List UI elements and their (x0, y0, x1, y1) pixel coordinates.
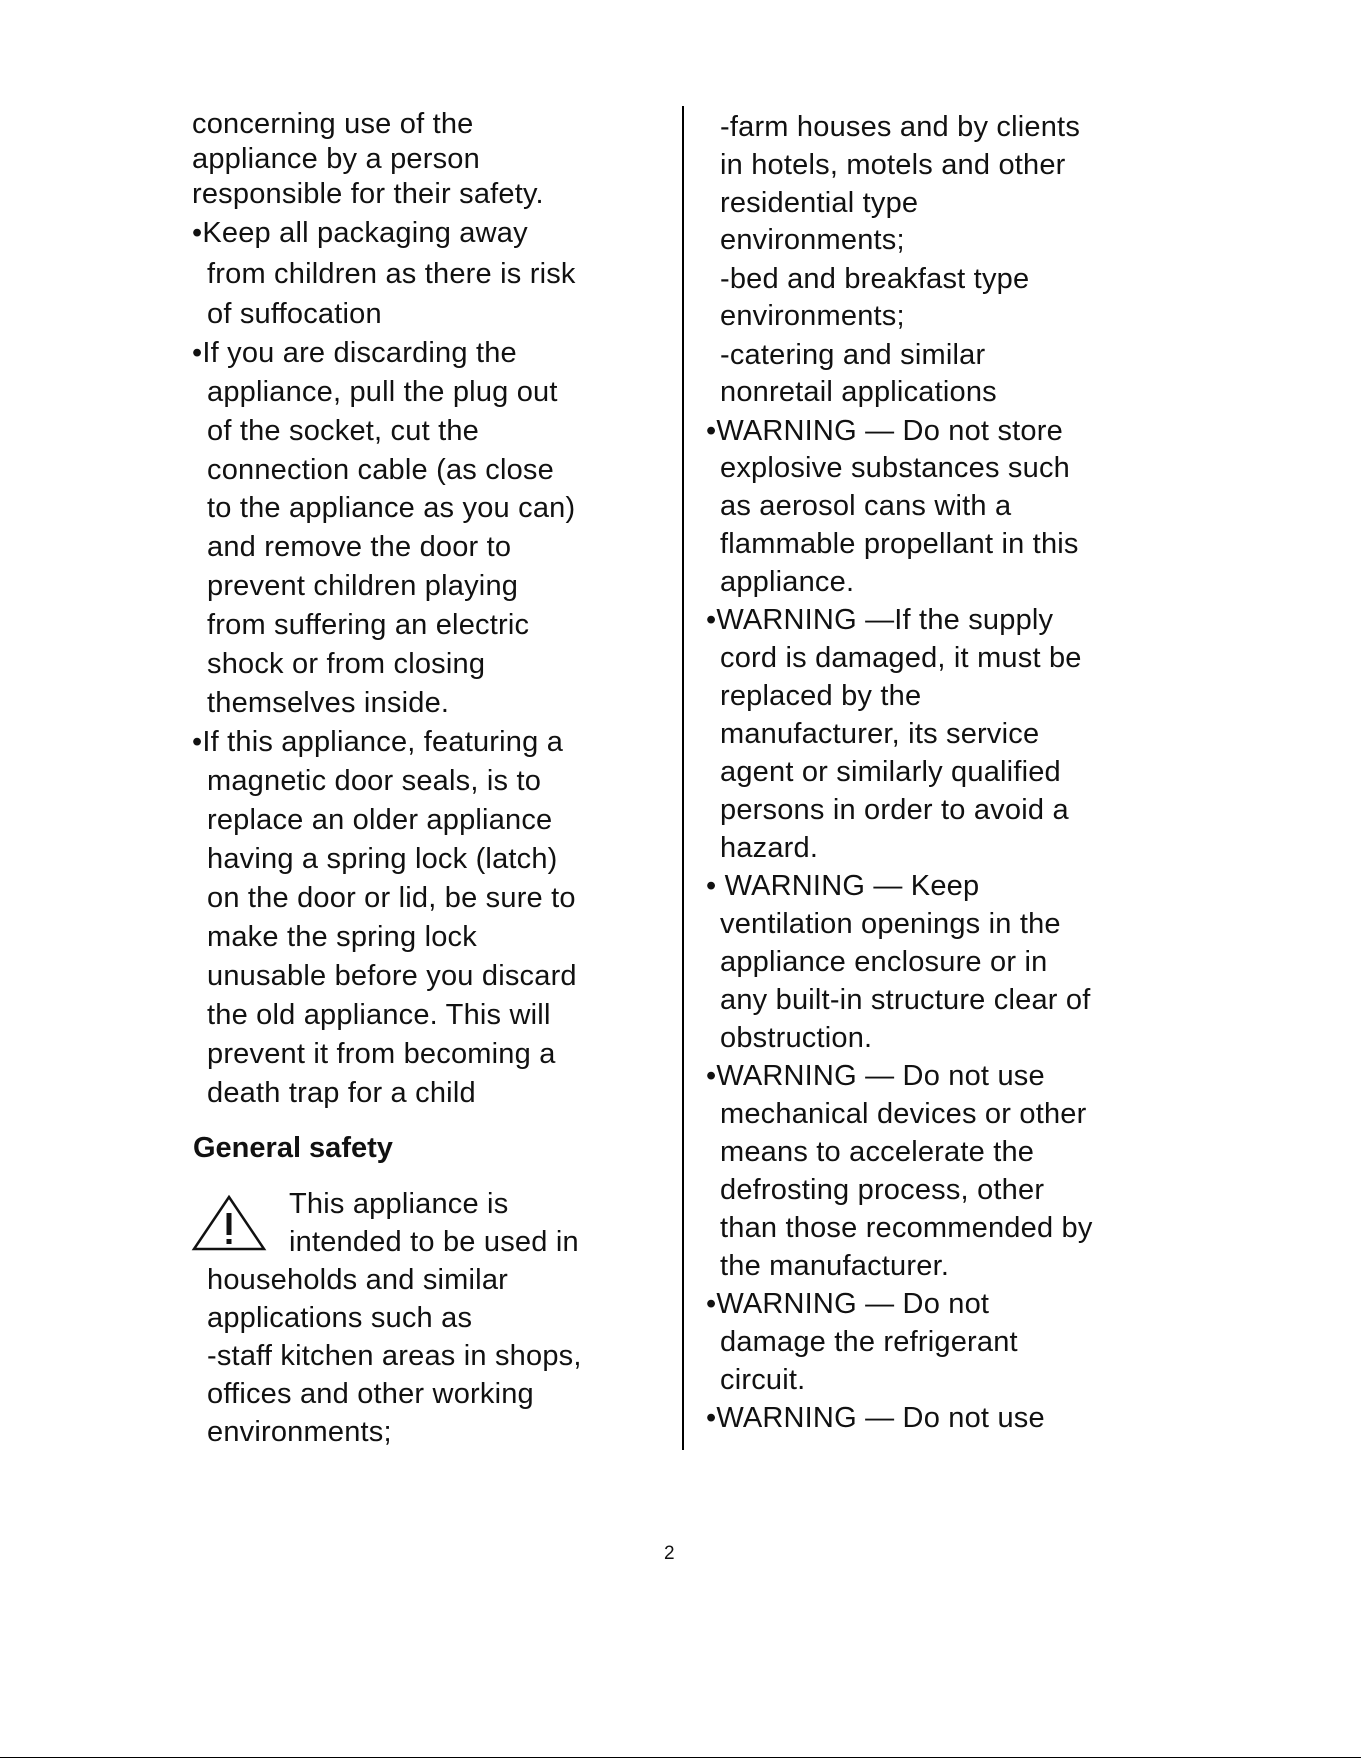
bullet-item: •WARNING — Do not use (706, 1402, 1045, 1434)
text-line: manufacturer, its service (720, 718, 1040, 750)
text-line: shock or from closing (207, 648, 486, 680)
text-line: applications such as (207, 1302, 473, 1334)
text-line: replace an older appliance (207, 804, 553, 836)
text-line: -farm houses and by clients (720, 111, 1081, 143)
text-line: hazard. (720, 832, 819, 864)
text-line: of the socket, cut the (207, 415, 479, 447)
text-line: prevent children playing (207, 570, 519, 602)
text-line: appliance by a person (192, 143, 480, 175)
bullet-item: •Keep all packaging away (192, 217, 528, 249)
text-line: on the door or lid, be sure to (207, 882, 576, 914)
bottom-rule (0, 1757, 1361, 1758)
text-line: the old appliance. This will (207, 999, 551, 1031)
warning-triangle-icon (190, 1193, 268, 1253)
bullet-item: •WARNING —If the supply (706, 604, 1054, 636)
text-line: explosive substances such (720, 452, 1070, 484)
text-line: in hotels, motels and other (720, 149, 1066, 181)
text-line: having a spring lock (latch) (207, 843, 558, 875)
bullet-item: •WARNING — Do not store (706, 415, 1063, 447)
text-line: -catering and similar (720, 339, 986, 371)
text-line: magnetic door seals, is to (207, 765, 542, 797)
bullet-item: • WARNING — Keep (706, 870, 980, 902)
bullet-item: •If this appliance, featuring a (192, 726, 564, 758)
text-line: appliance, pull the plug out (207, 376, 558, 408)
text-line: prevent it from becoming a (207, 1038, 556, 1070)
text-line: concerning use of the (192, 108, 474, 140)
column-divider (682, 106, 684, 1450)
text-line: unusable before you discard (207, 960, 577, 992)
text-line: environments; (720, 224, 905, 256)
text-line: residential type (720, 187, 919, 219)
text-line: to the appliance as you can) (207, 492, 576, 524)
text-line: intended to be used in (289, 1226, 579, 1258)
text-line: flammable propellant in this (720, 528, 1079, 560)
text-line: appliance. (720, 566, 855, 598)
text-line: responsible for their safety. (192, 178, 544, 210)
text-line: nonretail applications (720, 376, 997, 408)
section-heading: General safety (193, 1132, 393, 1164)
bullet-item: •WARNING — Do not (706, 1288, 990, 1320)
text-line: death trap for a child (207, 1077, 476, 1109)
text-line: ventilation openings in the (720, 908, 1061, 940)
text-line: mechanical devices or other (720, 1098, 1087, 1130)
text-line: than those recommended by (720, 1212, 1093, 1244)
text-line: -bed and breakfast type (720, 263, 1030, 295)
text-line: and remove the door to (207, 531, 512, 563)
text-line: damage the refrigerant (720, 1326, 1018, 1358)
text-line: as aerosol cans with a (720, 490, 1012, 522)
text-line: any built-in structure clear of (720, 984, 1091, 1016)
text-line: environments; (720, 300, 905, 332)
text-line: make the spring lock (207, 921, 477, 953)
text-line: agent or similarly qualified (720, 756, 1061, 788)
text-line: offices and other working (207, 1378, 534, 1410)
text-line: the manufacturer. (720, 1250, 950, 1282)
text-line: -staff kitchen areas in shops, (207, 1340, 582, 1372)
text-line: means to accelerate the (720, 1136, 1035, 1168)
bullet-item: •WARNING — Do not use (706, 1060, 1045, 1092)
text-line: connection cable (as close (207, 454, 554, 486)
text-line: This appliance is (289, 1188, 509, 1220)
text-line: replaced by the (720, 680, 922, 712)
text-line: cord is damaged, it must be (720, 642, 1082, 674)
text-line: themselves inside. (207, 687, 450, 719)
bullet-item: •If you are discarding the (192, 337, 517, 369)
text-line: from children as there is risk (207, 258, 576, 290)
text-line: of suffocation (207, 298, 382, 330)
page-number: 2 (664, 1543, 675, 1564)
text-line: from suffering an electric (207, 609, 530, 641)
text-line: households and similar (207, 1264, 509, 1296)
text-line: persons in order to avoid a (720, 794, 1069, 826)
text-line: environments; (207, 1416, 392, 1448)
text-line: obstruction. (720, 1022, 873, 1054)
text-line: circuit. (720, 1364, 806, 1396)
text-line: appliance enclosure or in (720, 946, 1048, 978)
text-line: defrosting process, other (720, 1174, 1045, 1206)
